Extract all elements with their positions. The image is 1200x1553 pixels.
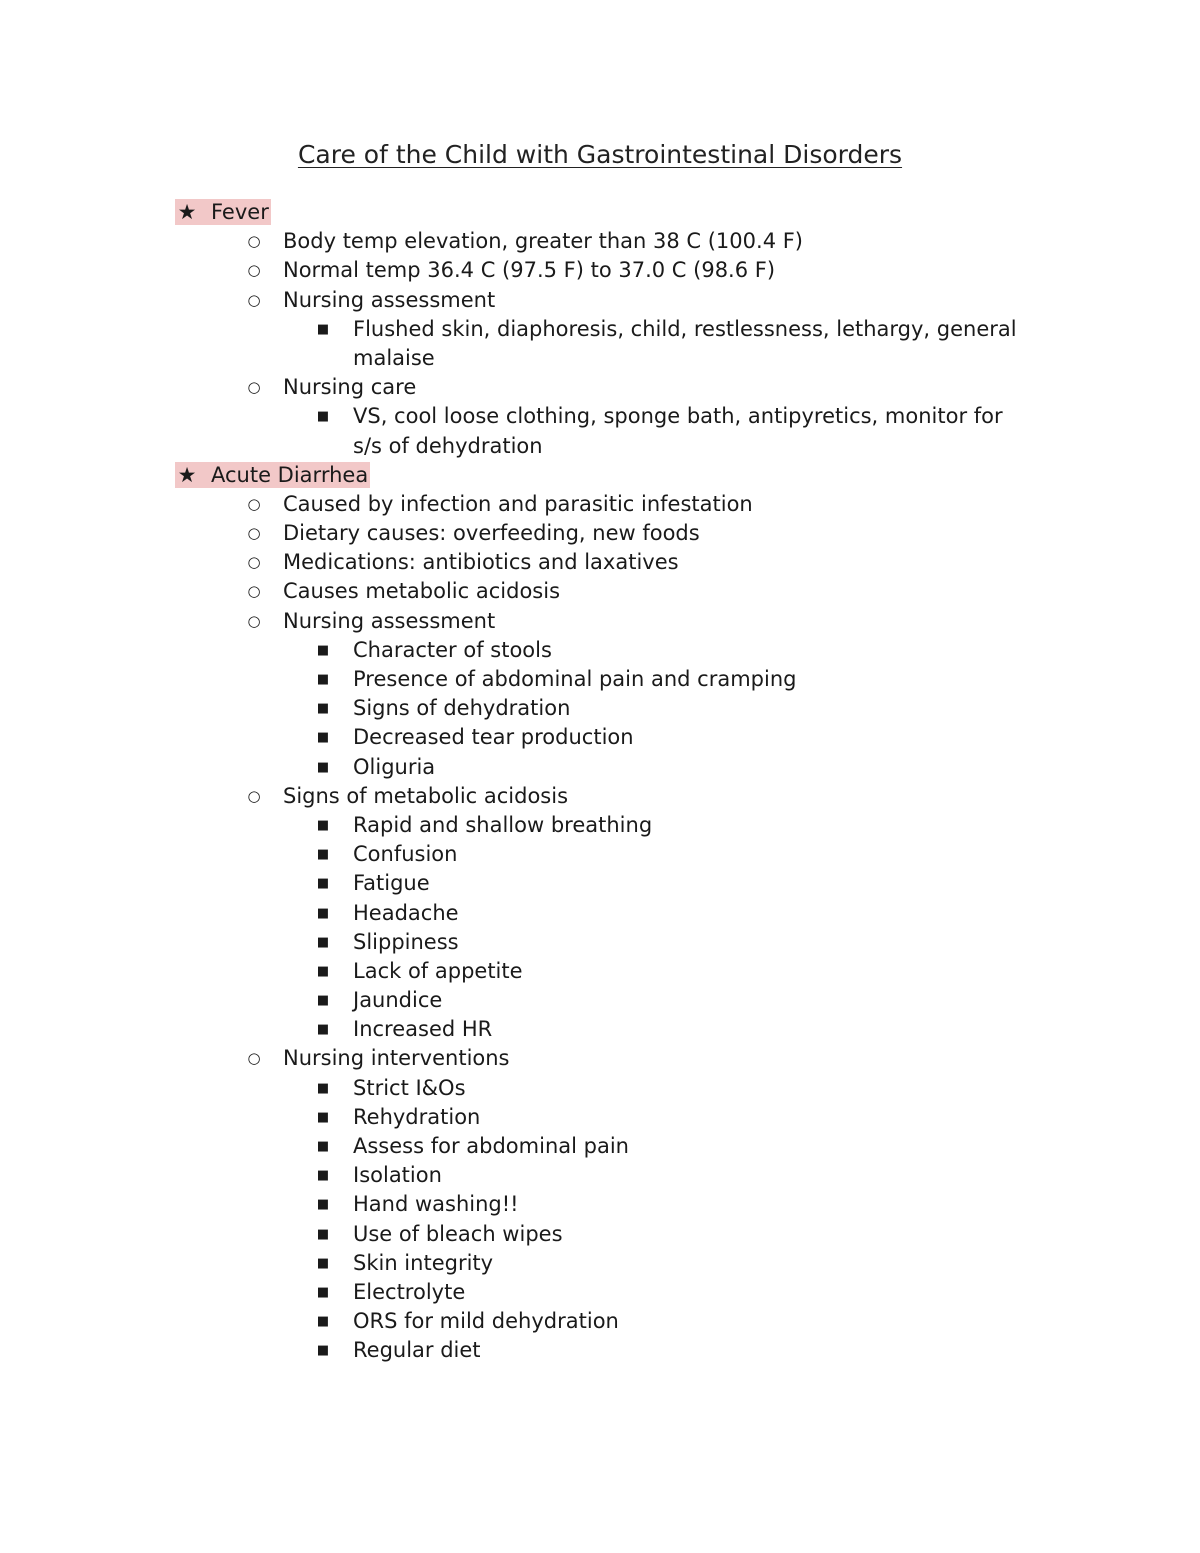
list-item-text: Hand washing!! [353,1192,519,1217]
list-item [0,723,1200,752]
square-bullet-icon: ■ [316,817,330,833]
square-bullet-icon: ■ [316,1255,330,1271]
list-item-text: s/s of dehydration [353,433,543,458]
list-item [0,577,1200,606]
circle-bullet-icon: ○ [247,232,261,251]
page-title: Care of the Child with Gastrointestinal Disorders [297,140,903,169]
list-item-text: Causes metabolic acidosis [283,579,561,604]
circle-bullet-icon: ○ [247,553,261,572]
circle-bullet-icon: ○ [247,261,261,280]
star-bullet-icon: ★ [177,462,197,487]
circle-bullet-icon: ○ [247,290,261,309]
list-item [0,1103,1200,1132]
list-item-text: Rehydration [353,1104,481,1129]
list-item-text: Fatigue [353,871,430,896]
list-item [0,1307,1200,1336]
list-item [0,986,1200,1015]
list-item-text: Increased HR [353,1017,493,1042]
list-item-text: Nursing interventions [283,1046,510,1071]
list-item [0,1278,1200,1307]
list-item [0,1161,1200,1190]
list-item-text: Caused by infection and parasitic infestation [283,491,753,516]
list-item-text: Slippiness [353,929,459,954]
list-item-text: Signs of dehydration [353,696,571,721]
list-item-text: Medications: antibiotics and laxatives [283,550,679,575]
square-bullet-icon: ■ [316,1080,330,1096]
list-item [0,694,1200,723]
circle-bullet-icon: ○ [247,1049,261,1068]
list-item [0,753,1200,782]
list-item [0,315,1200,344]
list-item-text: Presence of abdominal pain and cramping [353,667,797,691]
list-item-text: Isolation [353,1163,442,1188]
square-bullet-icon: ■ [316,1022,330,1038]
list-item [0,1190,1200,1219]
list-item-text: Rapid and shallow breathing [353,812,653,837]
list-item-text: Strict I&Os [353,1075,466,1100]
square-bullet-icon: ■ [316,934,330,950]
list-item-text: Character of stools [353,637,552,662]
list-item [0,256,1200,285]
list-item-text: Dietary causes: overfeeding, new foods [283,521,700,546]
list-item [0,1220,1200,1249]
list-item [0,957,1200,986]
list-item-text: Signs of metabolic acidosis [283,783,569,808]
list-item [0,548,1200,577]
square-bullet-icon: ■ [316,1314,330,1330]
list-item-text: Flushed skin, diaphoresis, child, restlessness, lethargy, general [353,316,1017,341]
square-bullet-icon: ■ [316,759,330,775]
circle-bullet-icon: ○ [247,524,261,543]
square-bullet-icon: ■ [316,1284,330,1300]
section-heading-text: Fever [211,200,269,224]
list-item [0,840,1200,869]
square-bullet-icon: ■ [316,409,330,425]
list-item [0,1132,1200,1161]
list-item [0,490,1200,519]
circle-bullet-icon: ○ [247,494,261,513]
list-item [0,1249,1200,1278]
square-bullet-icon: ■ [316,1226,330,1242]
list-item [0,519,1200,548]
outline-list [0,198,1200,1366]
list-item-text: Confusion [353,842,458,867]
list-item-text: Body temp elevation, greater than 38 C (100.4 F) [283,229,803,254]
square-bullet-icon: ■ [316,1109,330,1125]
list-item-text: Nursing assessment [283,608,496,633]
star-bullet-icon: ★ [177,200,197,224]
square-bullet-icon: ■ [316,993,330,1009]
square-bullet-icon: ■ [316,730,330,746]
square-bullet-icon: ■ [316,876,330,892]
list-item [0,607,1200,636]
square-bullet-icon: ■ [316,321,330,337]
list-item-text: ORS for mild dehydration [353,1309,619,1334]
list-item [0,665,1200,694]
list-item [0,899,1200,928]
list-item-text: Assess for abdominal pain [353,1134,629,1158]
list-item [0,227,1200,256]
square-bullet-icon: ■ [316,642,330,658]
circle-bullet-icon: ○ [247,378,261,397]
list-item-text: Electrolyte [353,1279,466,1304]
list-item-text: Jaundice [353,988,443,1013]
square-bullet-icon: ■ [316,1343,330,1359]
list-item-continuation [0,432,1200,461]
list-item [0,1044,1200,1073]
list-item-text: Lack of appetite [353,958,523,983]
list-item-text: VS, cool loose clothing, sponge bath, antipyretics, monitor for [353,404,1003,429]
list-item-text: Nursing assessment [283,287,496,312]
list-item-text: Regular diet [353,1338,481,1363]
list-item-text: Normal temp 36.4 C (97.5 F) to 37.0 C (98.6 F) [283,258,776,283]
list-item-text: Decreased tear production [353,725,634,750]
list-item [0,928,1200,957]
square-bullet-icon: ■ [316,1139,330,1154]
list-item [0,402,1200,431]
square-bullet-icon: ■ [316,672,330,687]
list-item-continuation [0,344,1200,373]
list-item [0,373,1200,402]
list-item [0,636,1200,665]
square-bullet-icon: ■ [316,701,330,717]
list-item [0,286,1200,315]
square-bullet-icon: ■ [316,1197,330,1213]
section-heading-text: Acute Diarrhea [211,462,369,487]
list-item [0,1074,1200,1103]
list-item [0,1336,1200,1365]
list-item-text: Headache [353,900,459,925]
circle-bullet-icon: ○ [247,582,261,601]
section-heading [0,198,1200,227]
square-bullet-icon: ■ [316,905,330,921]
list-item-text: Use of bleach wipes [353,1221,563,1246]
list-item [0,1015,1200,1044]
list-item-text: malaise [353,345,435,370]
square-bullet-icon: ■ [316,1168,330,1184]
circle-bullet-icon: ○ [247,611,261,630]
section-heading [0,461,1200,490]
list-item-text: Skin integrity [353,1250,494,1275]
square-bullet-icon: ■ [316,963,330,979]
list-item [0,869,1200,898]
circle-bullet-icon: ○ [247,786,261,805]
list-item [0,782,1200,811]
list-item-text: Nursing care [283,375,417,400]
square-bullet-icon: ■ [316,847,330,863]
list-item-text: Oliguria [353,754,436,779]
list-item [0,811,1200,840]
